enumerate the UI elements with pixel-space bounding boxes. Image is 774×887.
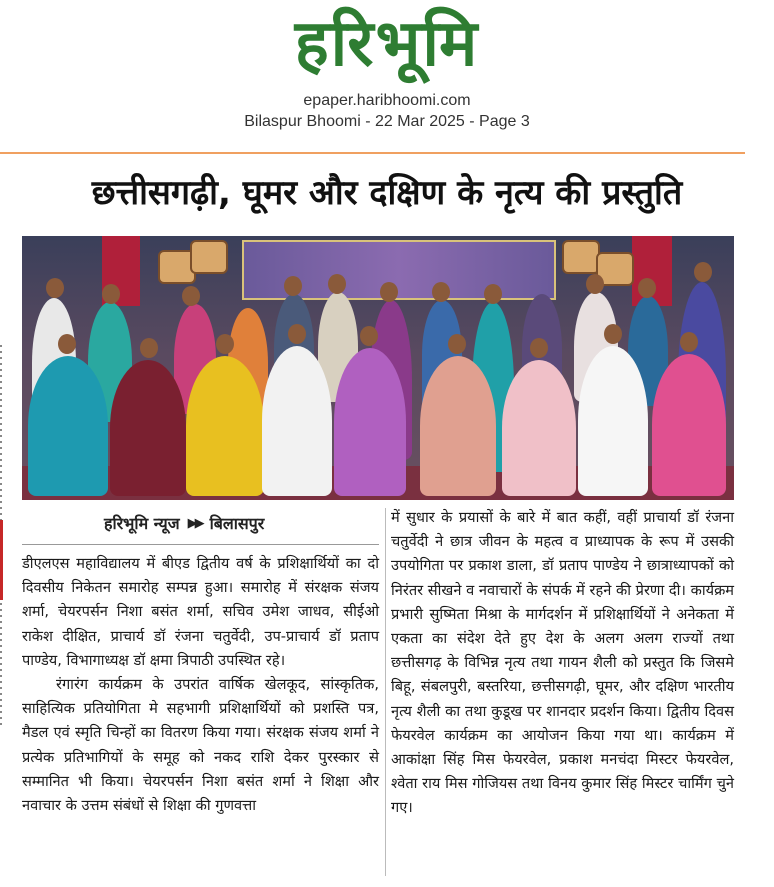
header-divider: [0, 152, 745, 154]
person: [334, 348, 406, 496]
person: [28, 356, 108, 496]
person-head: [360, 326, 378, 346]
person: [110, 360, 186, 496]
article-byline: [104, 512, 264, 534]
byline-place: बिलासपुर: [209, 514, 265, 533]
article-paragraph: डीएलएस महाविद्यालय में बीएड द्वितीय वर्ष के प्रशिक्षार्थियों का दो दिवसीय निकेतन समारोह सम्पन्न हुआ। समारोह में संरक्षक संजय शर्मा, चेयरपर्सन निशा बसंत शर्मा, सचिव उमेश जाधव, सीईओ राकेश दीक्षित, प्राचार्य डॉ रंजना चतुर्वेदी, उप-प्राचार्य डॉ प्रताप पाण्डेय, विभागाध्यक्ष डॉ क्षमा त्रिपाठी उपस्थित रहे।: [22, 555, 379, 669]
person-head: [182, 286, 200, 306]
person-head: [530, 338, 548, 358]
article-headline: छत्तीसगढ़ी, घूमर और दक्षिण के नृत्य की प्रस्तुति: [91, 173, 683, 213]
person: [502, 360, 576, 496]
person-head: [102, 284, 120, 304]
person-head: [680, 332, 698, 352]
person-head: [288, 324, 306, 344]
person-head: [604, 324, 622, 344]
drum-decoration: [190, 240, 228, 274]
site-url[interactable]: epaper.haribhoomi.com: [303, 92, 471, 109]
person-head: [484, 284, 502, 304]
article-column-right: [391, 506, 734, 821]
byline-divider: [22, 544, 379, 545]
person-head: [586, 274, 604, 294]
person-head: [380, 282, 398, 302]
red-edge-mark: [0, 520, 3, 600]
person-head: [46, 278, 64, 298]
person-head: [638, 278, 656, 298]
person-head: [216, 334, 234, 354]
person-head: [58, 334, 76, 354]
article-paragraph: में सुधार के प्रयासों के बारे में बात कहीं, वहीं प्राचार्या डॉ रंजना चतुर्वेदी ने छात्र जीवन के महत्व व प्राध्यापक के रूप में उसकी उपयोगिता पर प्रकाश डाला, डॉ प्रताप पाण्डेय ने छात्राध्यापकों को निरंतर सीखने व नवाचारों के संपर्क में रहने की प्रेरणा दी। कार्यक्रम प्रभारी सुष्मिता मिश्रा के मार्गदर्शन में प्रशिक्षार्थियों ने अनेकता में एकता का संदेश देते हुए देश के अलग अलग राज्यों तथा छत्तीसगढ़ के विभिन्न नृत्य तथा गायन शैली को प्रस्तुत कि जिसमे बिहू, संबलपुरी, बस्तरिया, छत्तीसगढ़ी, घूमर, और दक्षिण भारतीय नृत्य शैली का तथा कुडूख पर शानदार प्रदर्शन किया। द्वितीय दिवस फेयरवेल कार्यक्रम का आयोजन किया गया था। कार्यक्रम में आकांक्षा सिंह मिस फेयरवेल, प्रकाश मनचंदा मिस्टर फेयरवेल, श्वेता राय मिस गोजियस तथा विनय कुमार सिंह मिस्टर चार्मिंग चुने गए।: [391, 509, 734, 817]
byline-source: हरिभूमि न्यूज: [104, 514, 180, 533]
person: [262, 346, 332, 496]
person-head: [284, 276, 302, 296]
column-divider: [385, 508, 386, 876]
person: [186, 356, 264, 496]
person: [420, 356, 496, 496]
article-column-left: [22, 552, 379, 818]
edition-line: Bilaspur Bhoomi - 22 Mar 2025 - Page 3: [244, 113, 530, 130]
drum-decoration: [562, 240, 600, 274]
newspaper-logo[interactable]: हरिभूमि: [294, 7, 480, 81]
person: [652, 354, 726, 496]
person-head: [140, 338, 158, 358]
byline-arrow-icon: ▶▶: [187, 515, 202, 531]
masthead: [0, 0, 774, 156]
group-photo[interactable]: [22, 236, 734, 500]
person-head: [694, 262, 712, 282]
person-head: [432, 282, 450, 302]
person-head: [448, 334, 466, 354]
person: [578, 346, 648, 496]
article-paragraph: रंगारंग कार्यक्रम के उपरांत वार्षिक खेलकूद, सांस्कृतिक, साहित्यिक प्रतियोगिता मे सहभागी प्रशिक्षार्थियों को प्रशस्ति पत्र, मैडल एवं स्मृति चिन्हों का वितरण किया गया। संरक्षक संजय शर्मा ने प्रत्येक प्रतिभागियों के समूह को नकद राशि देकर पुरस्कार से सम्मानित भी किया। चेयरपर्सन निशा बसंत शर्मा ने शिक्षा और नवाचार के उत्तम संबंधों से शिक्षा की गुणवत्ता: [22, 676, 379, 815]
person-head: [328, 274, 346, 294]
